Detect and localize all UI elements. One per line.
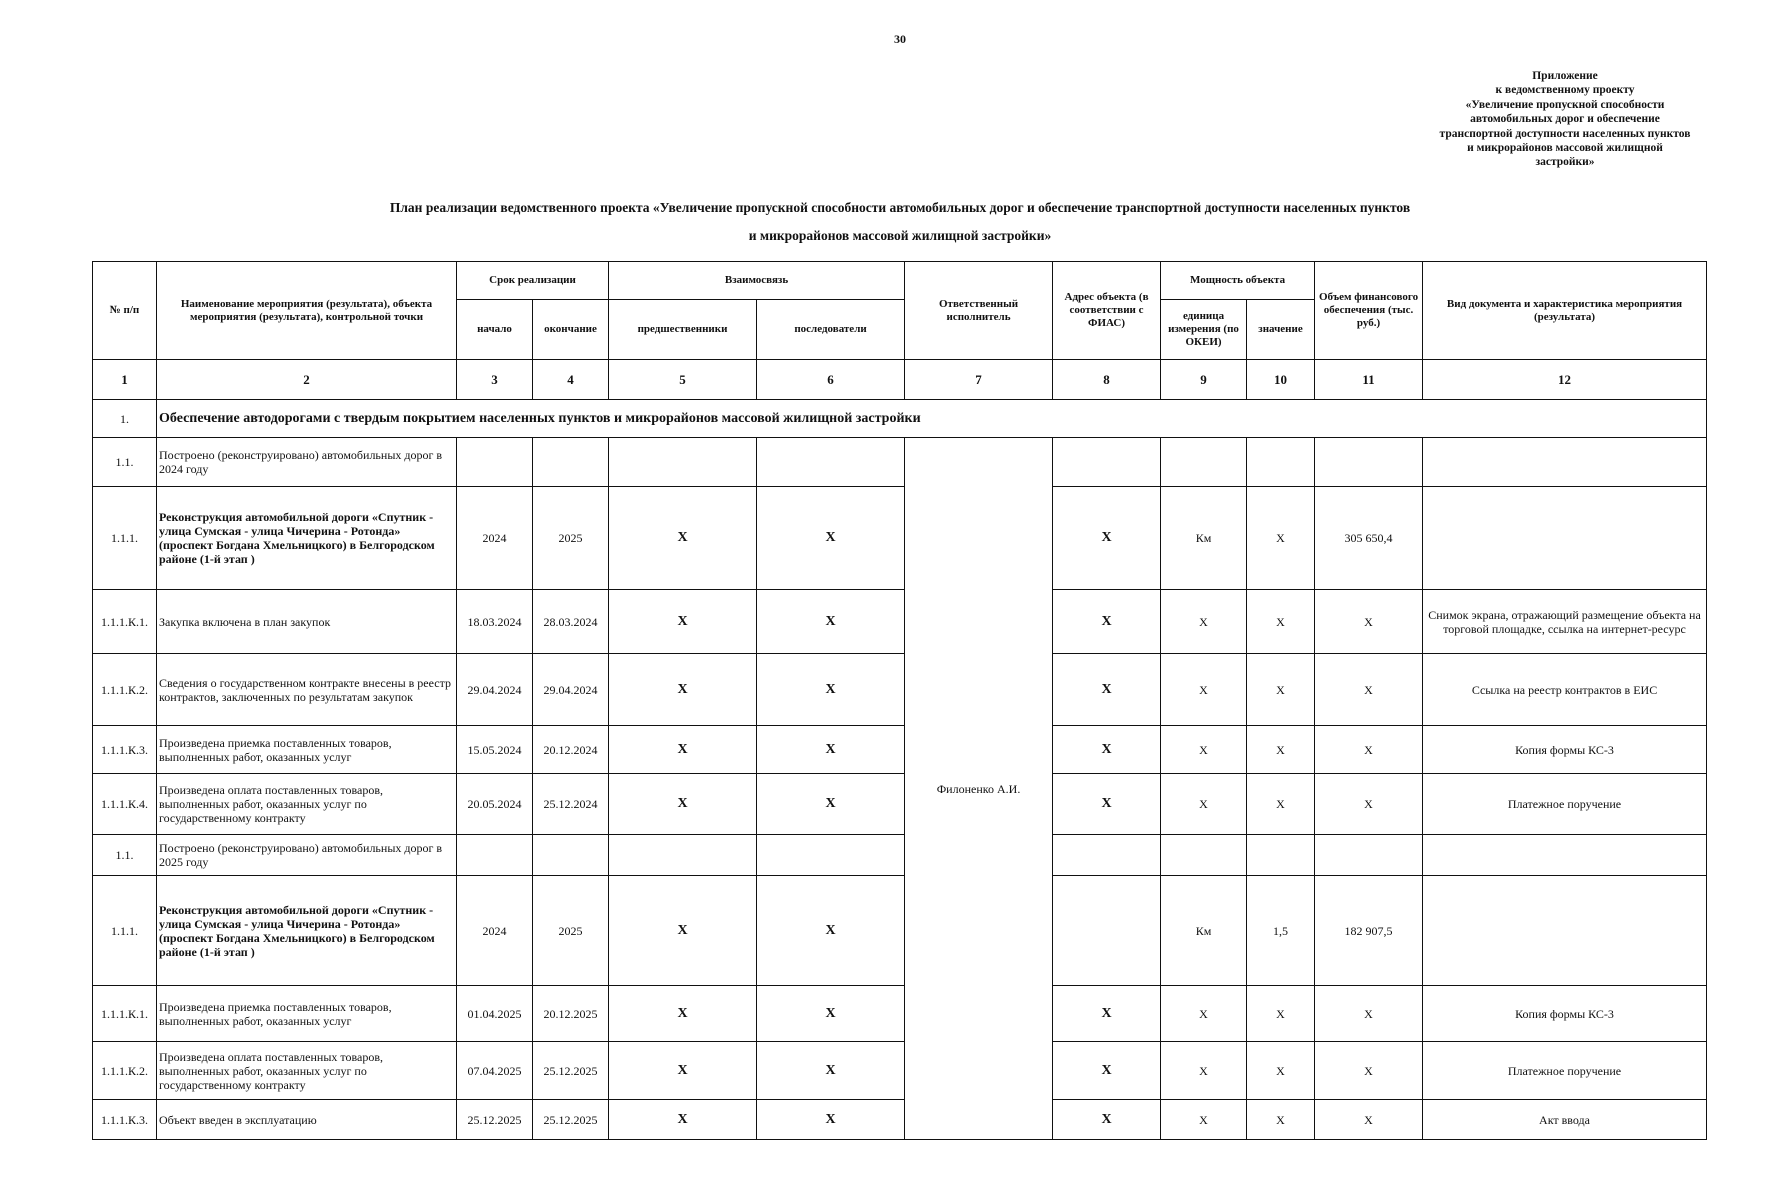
row-successors: X — [757, 986, 905, 1042]
table-row — [93, 876, 1707, 986]
row-num: 1.1.1.К.4. — [93, 774, 157, 835]
row-funding: 305 650,4 — [1315, 487, 1423, 590]
header-value: значение — [1247, 300, 1315, 360]
row-doc: Платежное поручение — [1423, 774, 1707, 835]
row-num: 1.1. — [93, 438, 157, 487]
row-predecessors: X — [609, 487, 757, 590]
row-successors: X — [757, 774, 905, 835]
row-funding: X — [1315, 654, 1423, 726]
table-row — [93, 986, 1707, 1042]
row-doc: Платежное поручение — [1423, 1042, 1707, 1100]
row-name: Построено (реконструировано) автомобильных дорог в 2024 году — [157, 438, 457, 487]
row-value: X — [1247, 986, 1315, 1042]
row-start: 25.12.2025 — [457, 1100, 533, 1140]
row-num: 1.1.1. — [93, 487, 157, 590]
row-name: Закупка включена в план закупок — [157, 590, 457, 654]
row-end — [533, 835, 609, 876]
row-unit: Км — [1161, 487, 1247, 590]
row-predecessors: X — [609, 1100, 757, 1140]
row-successors — [757, 438, 905, 487]
row-unit: X — [1161, 774, 1247, 835]
row-address: X — [1053, 726, 1161, 774]
page-number: 30 — [894, 32, 906, 46]
row-name: Произведена приемка поставленных товаров, выполненных работ, оказанных услуг — [157, 986, 457, 1042]
col-number: 10 — [1247, 360, 1315, 400]
row-start: 2024 — [457, 876, 533, 986]
header-doc: Вид документа и характеристика мероприятия (результата) — [1423, 262, 1707, 360]
row-unit: X — [1161, 726, 1247, 774]
row-address: X — [1053, 986, 1161, 1042]
row-value: X — [1247, 590, 1315, 654]
row-funding: X — [1315, 986, 1423, 1042]
row-funding: X — [1315, 1042, 1423, 1100]
table-row — [93, 438, 1707, 487]
row-unit: Км — [1161, 876, 1247, 986]
row-end: 20.12.2024 — [533, 726, 609, 774]
row-name: Объект введен в эксплуатацию — [157, 1100, 457, 1140]
col-number: 7 — [905, 360, 1053, 400]
header-address: Адрес объекта (в соответствии с ФИАС) — [1053, 262, 1161, 360]
row-start — [457, 438, 533, 487]
row-predecessors — [609, 438, 757, 487]
row-predecessors: X — [609, 774, 757, 835]
row-name: Произведена оплата поставленных товаров, выполненных работ, оказанных услуг по государственному контракту — [157, 774, 457, 835]
row-name: Произведена приемка поставленных товаров, выполненных работ, оказанных услуг — [157, 726, 457, 774]
row-address — [1053, 835, 1161, 876]
row-end: 25.12.2024 — [533, 774, 609, 835]
row-funding — [1315, 438, 1423, 487]
col-number: 11 — [1315, 360, 1423, 400]
row-end: 2025 — [533, 487, 609, 590]
section-title: Обеспечение автодорогами с твердым покрытием населенных пунктов и микрорайонов массовой жилищной застройки — [157, 400, 1707, 438]
row-unit — [1161, 835, 1247, 876]
table-row — [93, 1100, 1707, 1140]
row-name: Реконструкция автомобильной дороги «Спутник - улица Сумская - улица Чичерина - Ротонда» (проспект Богдана Хмельницкого) в Белгородском районе (1-й этап ) — [157, 487, 457, 590]
row-num: 1.1. — [93, 835, 157, 876]
row-name: Сведения о государственном контракте внесены в реестр контрактов, заключенных по результатам закупок — [157, 654, 457, 726]
row-doc: Копия формы КС-3 — [1423, 986, 1707, 1042]
row-value: X — [1247, 774, 1315, 835]
row-address: X — [1053, 487, 1161, 590]
appendix-line: «Увеличение пропускной способности — [1465, 98, 1665, 111]
row-end: 20.12.2025 — [533, 986, 609, 1042]
row-doc — [1423, 835, 1707, 876]
plan-title — [300, 194, 1500, 250]
row-funding: X — [1315, 590, 1423, 654]
row-unit — [1161, 438, 1247, 487]
section-row — [93, 400, 1707, 438]
row-value: X — [1247, 1100, 1315, 1140]
row-funding: 182 907,5 — [1315, 876, 1423, 986]
row-value: 1,5 — [1247, 876, 1315, 986]
row-funding — [1315, 835, 1423, 876]
row-value — [1247, 835, 1315, 876]
row-start: 07.04.2025 — [457, 1042, 533, 1100]
row-predecessors: X — [609, 654, 757, 726]
plan-title-line: и микрорайонов массовой жилищной застройки» — [748, 228, 1052, 243]
row-successors: X — [757, 487, 905, 590]
row-predecessors: X — [609, 726, 757, 774]
row-unit: X — [1161, 590, 1247, 654]
row-end — [533, 438, 609, 487]
row-address: X — [1053, 774, 1161, 835]
row-end: 25.12.2025 — [533, 1100, 609, 1140]
row-successors: X — [757, 590, 905, 654]
header-executor: Ответственный исполнитель — [905, 262, 1053, 360]
table-row — [93, 1042, 1707, 1100]
appendix-line: застройки» — [1535, 156, 1595, 169]
row-successors: X — [757, 654, 905, 726]
row-doc: Копия формы КС-3 — [1423, 726, 1707, 774]
row-address: X — [1053, 654, 1161, 726]
row-start — [457, 835, 533, 876]
plan-table — [92, 261, 1707, 1140]
appendix-line: и микрорайонов массовой жилищной — [1467, 142, 1663, 155]
row-doc: Снимок экрана, отражающий размещение объекта на торговой площадке, ссылка на интернет-ресурс — [1423, 590, 1707, 654]
row-predecessors: X — [609, 986, 757, 1042]
row-end: 29.04.2024 — [533, 654, 609, 726]
col-number: 8 — [1053, 360, 1161, 400]
row-doc — [1423, 487, 1707, 590]
row-end: 2025 — [533, 876, 609, 986]
appendix-line: транспортной доступности населенных пунктов — [1439, 127, 1691, 140]
row-name: Реконструкция автомобильной дороги «Спутник - улица Сумская - улица Чичерина - Ротонда» (проспект Богдана Хмельницкого) в Белгородском районе (1-й этап ) — [157, 876, 457, 986]
row-value: X — [1247, 1042, 1315, 1100]
header-num: № п/п — [93, 262, 157, 360]
header-name: Наименование мероприятия (результата), объекта мероприятия (результата), контрольной точки — [157, 262, 457, 360]
header-capacity: Мощность объекта — [1161, 262, 1315, 300]
row-address — [1053, 438, 1161, 487]
col-number: 2 — [157, 360, 457, 400]
header-period: Срок реализации — [457, 262, 609, 300]
header-predecessors: предшественники — [609, 300, 757, 360]
row-num: 1.1.1.К.1. — [93, 986, 157, 1042]
row-name: Построено (реконструировано) автомобильных дорог в 2025 году — [157, 835, 457, 876]
row-predecessors: X — [609, 876, 757, 986]
section-num: 1. — [93, 400, 157, 438]
row-successors: X — [757, 726, 905, 774]
header-start: начало — [457, 300, 533, 360]
table-row — [93, 590, 1707, 654]
col-number: 4 — [533, 360, 609, 400]
col-number: 6 — [757, 360, 905, 400]
appendix-line: автомобильных дорог и обеспечение — [1470, 113, 1660, 126]
executor-cell: Филоненко А.И. — [905, 438, 1053, 1140]
row-start: 18.03.2024 — [457, 590, 533, 654]
row-unit: X — [1161, 986, 1247, 1042]
appendix-note — [1415, 69, 1715, 170]
col-number: 3 — [457, 360, 533, 400]
row-successors: X — [757, 1042, 905, 1100]
header-end: окончание — [533, 300, 609, 360]
table-row — [93, 487, 1707, 590]
row-doc: Акт ввода — [1423, 1100, 1707, 1140]
row-successors: X — [757, 876, 905, 986]
row-end: 28.03.2024 — [533, 590, 609, 654]
table-row — [93, 726, 1707, 774]
column-number-row — [93, 360, 1707, 400]
row-funding: X — [1315, 1100, 1423, 1140]
row-num: 1.1.1.К.3. — [93, 1100, 157, 1140]
row-value: X — [1247, 654, 1315, 726]
appendix-line: к ведомственному проекту — [1495, 84, 1635, 97]
table-row — [93, 774, 1707, 835]
col-number: 12 — [1423, 360, 1707, 400]
header-row — [93, 262, 1707, 300]
row-start: 15.05.2024 — [457, 726, 533, 774]
table-row — [93, 835, 1707, 876]
plan-title-line: План реализации ведомственного проекта «Увеличение пропускной способности автомобильных дорог и обеспечение транспортной доступности населенных пунктов — [389, 200, 1411, 215]
header-successors: последователи — [757, 300, 905, 360]
row-successors: X — [757, 1100, 905, 1140]
row-num: 1.1.1.К.2. — [93, 654, 157, 726]
row-start: 20.05.2024 — [457, 774, 533, 835]
row-address: X — [1053, 1100, 1161, 1140]
table-row — [93, 654, 1707, 726]
row-num: 1.1.1.К.3. — [93, 726, 157, 774]
appendix-line: Приложение — [1532, 70, 1598, 82]
row-funding: X — [1315, 726, 1423, 774]
row-doc — [1423, 876, 1707, 986]
col-number: 1 — [93, 360, 157, 400]
col-number: 5 — [609, 360, 757, 400]
row-predecessors — [609, 835, 757, 876]
row-value: X — [1247, 726, 1315, 774]
row-predecessors: X — [609, 590, 757, 654]
row-unit: X — [1161, 1100, 1247, 1140]
row-value: X — [1247, 487, 1315, 590]
row-address: X — [1053, 1042, 1161, 1100]
row-name: Произведена оплата поставленных товаров, выполненных работ, оказанных услуг по государственному контракту — [157, 1042, 457, 1100]
row-doc — [1423, 438, 1707, 487]
row-doc: Ссылка на реестр контрактов в ЕИС — [1423, 654, 1707, 726]
row-start: 2024 — [457, 487, 533, 590]
row-successors — [757, 835, 905, 876]
row-num: 1.1.1.К.2. — [93, 1042, 157, 1100]
row-num: 1.1.1.К.1. — [93, 590, 157, 654]
row-address: X — [1053, 590, 1161, 654]
row-value — [1247, 438, 1315, 487]
row-funding: X — [1315, 774, 1423, 835]
header-relation: Взаимосвязь — [609, 262, 905, 300]
row-address — [1053, 876, 1161, 986]
row-num: 1.1.1. — [93, 876, 157, 986]
col-number: 9 — [1161, 360, 1247, 400]
row-unit: X — [1161, 1042, 1247, 1100]
header-unit: единица измерения (по ОКЕИ) — [1161, 300, 1247, 360]
header-funding: Объем финансового обеспечения (тыс. руб.) — [1315, 262, 1423, 360]
row-start: 29.04.2024 — [457, 654, 533, 726]
row-start: 01.04.2025 — [457, 986, 533, 1042]
row-end: 25.12.2025 — [533, 1042, 609, 1100]
row-predecessors: X — [609, 1042, 757, 1100]
row-unit: X — [1161, 654, 1247, 726]
